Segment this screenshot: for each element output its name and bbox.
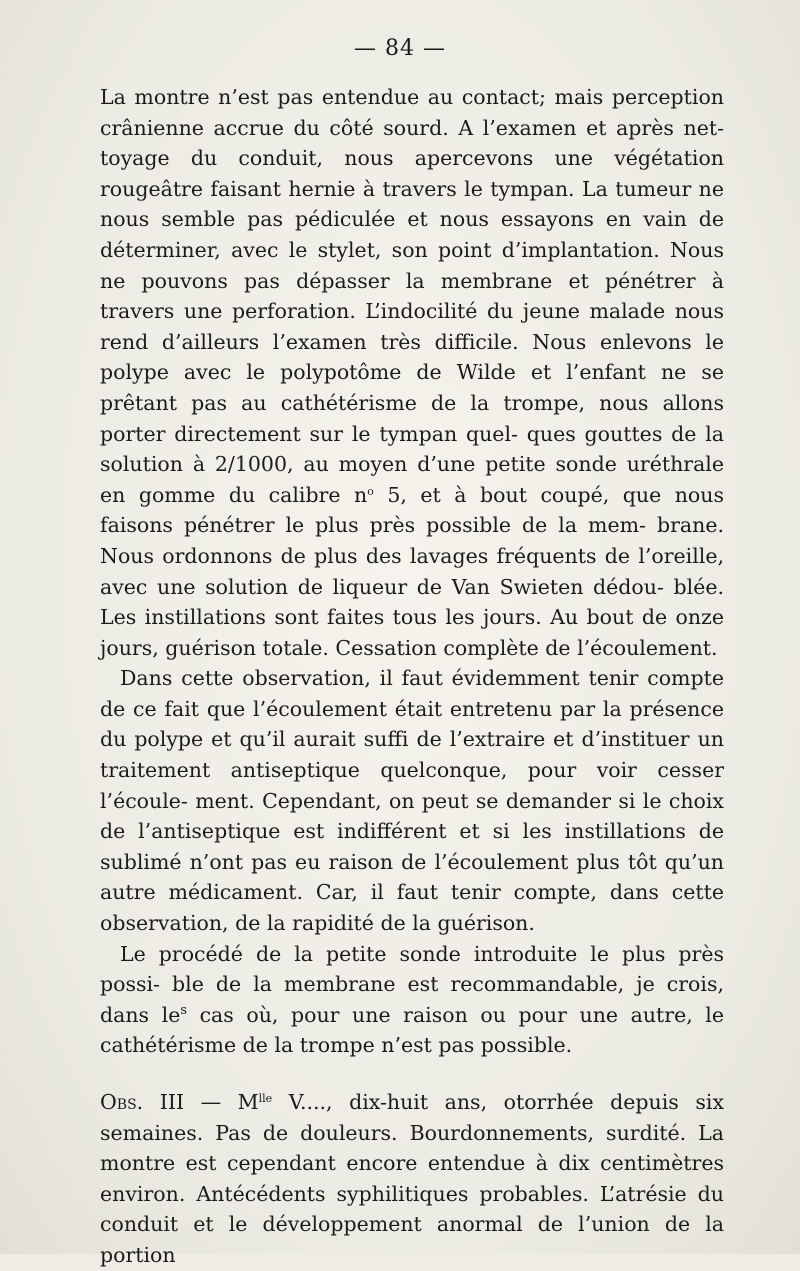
text-line: V...., dix-huit ans, otorrhée depuis six (272, 1090, 725, 1114)
text-line: La montre n’est pas entendue au contact; mais perception (100, 85, 724, 109)
text-line: de la trompe n’est pas possible. (242, 1033, 573, 1058)
text-line: médicament. Car, il faut tenir compte, dans cette observation, (100, 880, 724, 936)
text-line: très difficile. Nous enlevons le polype avec le polypotôme (100, 329, 724, 385)
text-line: trompe, nous allons porter directement sur le tympan quel- (100, 390, 724, 446)
text-line: traitement antiseptique quelconque, pour voir cesser l’écoule- (100, 758, 724, 813)
text-line: semble pas pédiculée et nous essayons en vain de déterminer, (100, 207, 724, 262)
text-line: L’indocilité du jeune malade nous rend d’ailleurs l’examen (100, 299, 724, 354)
text-line: onze jours, guérison totale. Cessation complète de l’écoulement. (100, 605, 724, 660)
text-line: brane. Nous ordonnons de plus des lavages fréquents de (100, 513, 724, 568)
text-line: sonde uréthrale en gomme du calibre n (100, 452, 724, 507)
text-line: ment. Cependant, on peut se demander si le choix de (100, 788, 724, 844)
page-number: — 84 — (354, 36, 446, 61)
text-line: avec le stylet, son point d’implantation. Nous ne pouvons pas (100, 237, 724, 293)
text-line: n’ont pas eu raison de l’écoulement plus tôt qu’un autre (100, 849, 724, 905)
text-line: ques gouttes de la solution à 2/1000, au moyen d’une petite (100, 421, 724, 477)
paragraph-observation-three (100, 1087, 724, 1271)
text-line: Dans cette observation, il faut évidemment tenir compte de (100, 666, 724, 721)
text-line: — M (184, 1090, 259, 1114)
text-line: crânienne accrue du côté sourd. A l’examen et après net- (100, 115, 724, 140)
text-line: semaines. Pas de douleurs. Bourdonnements, surdité. La (100, 1120, 724, 1145)
page-body (100, 82, 724, 1271)
paragraph-observation-details (100, 82, 724, 663)
text-line: de Wilde et l’enfant ne se prêtant pas au cathétérisme de la (100, 360, 724, 415)
superscript: s (180, 1002, 187, 1018)
text-line: l’oreille, avec une solution de liqueur de Van Swieten dédou- (100, 543, 724, 599)
text-line: ce fait que l’écoulement était entretenu par la présence du (100, 696, 724, 752)
text-line: ble de la membrane est recommandable, je crois, dans le (100, 972, 724, 1027)
text-line: toyage du conduit, nous apercevons une végétation rougeâtre (100, 146, 724, 201)
text-line: de la rapidité de la guérison. (235, 911, 535, 936)
text-line: Le procédé de la petite sonde introduite le plus près possi- (100, 941, 724, 997)
text-line: polype et qu’il aurait suffi de l’extraire et d’instituer un (134, 727, 724, 752)
text-line: que nous faisons pénétrer le plus près possible de la mem- (100, 482, 724, 538)
text-line: environ. Antécédents syphilitiques probables. L’atrésie du (100, 1181, 724, 1206)
text-line: dépasser la membrane et pénétrer à travers une perforation. (100, 268, 724, 324)
observation-label: Obs. III (100, 1090, 185, 1114)
text-line: conduit et le développement anormal de l’union de la portion (100, 1212, 724, 1267)
superscript: lle (258, 1092, 273, 1105)
text-line: cas où, pour une raison ou pour une autre, le cathétérisme (100, 1002, 724, 1058)
text-line: faisant hernie à travers le tympan. La tumeur ne nous (100, 176, 724, 232)
text-line: l’antiseptique est indifférent et si les instillations de sublimé (100, 819, 724, 874)
paragraph-discussion (100, 663, 724, 938)
superscript: o (367, 484, 374, 498)
text-line: montre est cependant encore entendue à dix centimètres (100, 1151, 724, 1176)
text-line: blée. Les instillations sont faites tous les jours. Au bout de (100, 574, 724, 630)
text-line: 5, et à bout coupé, (373, 482, 610, 507)
paragraph-procedure (100, 939, 724, 1061)
